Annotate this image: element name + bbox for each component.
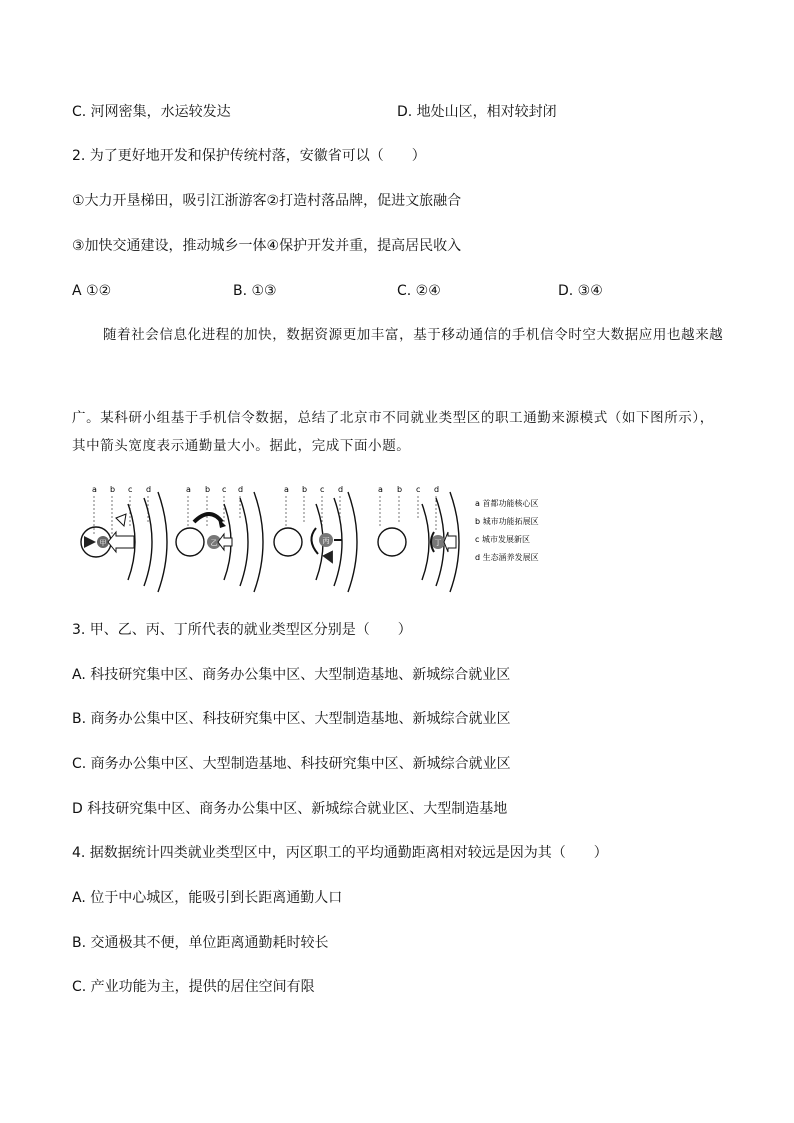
material-line-3: 其中箭头宽度表示通勤量大小。据此，完成下面小题。 xyxy=(72,438,411,454)
ring-label-d: d xyxy=(146,485,152,494)
ring-label-b: b xyxy=(110,485,116,494)
q2-statement-2: ③加快交通建设，推动城乡一体④保护开发并重，提高居民收入 xyxy=(72,238,462,254)
ring-label-b: b xyxy=(397,485,403,494)
q3-option-a: A. 科技研究集中区、商务办公集中区、大型制造基地、新城综合就业区 xyxy=(72,667,511,683)
q2-option-a: A ①② xyxy=(72,283,112,299)
ring-label-a: a xyxy=(186,485,191,494)
ring-label-a: a xyxy=(378,485,383,494)
ring-label-a: a xyxy=(92,485,97,494)
q2-option-b: B. ①③ xyxy=(233,283,277,299)
center-yi: 乙 xyxy=(210,539,218,547)
q3-option-b: B. 商务办公集中区、科技研究集中区、大型制造基地、新城综合就业区 xyxy=(72,711,511,727)
legend xyxy=(475,498,539,562)
panel-ding xyxy=(378,485,459,592)
ring-label-b: b xyxy=(205,485,211,494)
q3-option-d: D 科技研究集中区、商务办公集中区、新城综合就业区、大型制造基地 xyxy=(72,801,508,817)
ring-label-c: c xyxy=(222,485,227,494)
q1-option-c: C. 河网密集，水运较发达 xyxy=(72,104,231,120)
ring-label-a: a xyxy=(284,485,289,494)
q2-option-d: D. ③④ xyxy=(558,283,603,299)
panel-jia xyxy=(81,485,167,592)
material-line-1: 随着社会信息化进程的加快，数据资源更加丰富，基于移动通信的手机信令时空大数据应用也越来越 xyxy=(103,327,724,343)
q4-option-c: C. 产业功能为主，提供的居住空间有限 xyxy=(72,979,315,995)
q3-stem: 3. 甲、乙、丙、丁所代表的就业类型区分别是（ ） xyxy=(72,622,412,638)
legend-a: a 首都功能核心区 xyxy=(475,499,539,508)
material-line-2: 广。某科研小组基于手机信令数据，总结了北京市不同就业类型区的职工通勤来源模式（如下图所示）， xyxy=(72,410,714,426)
q2-stem: 2. 为了更好地开发和保护传统村落，安徽省可以（ ） xyxy=(72,148,426,164)
center-ding: 丁 xyxy=(434,539,442,547)
q1-option-d: D. 地处山区，相对较封闭 xyxy=(397,104,557,120)
ring-label-d: d xyxy=(238,485,244,494)
ring-label-c: c xyxy=(128,485,133,494)
q2-option-c: C. ②④ xyxy=(397,283,441,299)
legend-b: b 城市功能拓展区 xyxy=(475,517,539,526)
panel-bing xyxy=(274,485,357,592)
q2-statement-1: ①大力开垦梯田，吸引江浙游客②打造村落品牌，促进文旅融合 xyxy=(72,193,462,209)
q3-option-c: C. 商务办公集中区、大型制造基地、科技研究集中区、新城综合就业区 xyxy=(72,756,511,772)
legend-d: d 生态涵养发展区 xyxy=(475,553,539,562)
ring-label-b: b xyxy=(302,485,308,494)
q4-option-b: B. 交通极其不便，单位距离通勤耗时较长 xyxy=(72,935,329,951)
commute-pattern-diagram xyxy=(72,478,572,594)
ring-label-c: c xyxy=(416,485,421,494)
ring-label-c: c xyxy=(320,485,325,494)
ring-label-d: d xyxy=(338,485,344,494)
ring-label-d: d xyxy=(434,485,440,494)
center-jia: 甲 xyxy=(99,539,107,547)
legend-c: c 城市发展新区 xyxy=(475,535,530,544)
center-bing: 丙 xyxy=(322,537,330,545)
q4-stem: 4. 据数据统计四类就业类型区中，丙区职工的平均通勤距离相对较远是因为其（ ） xyxy=(72,845,608,861)
q4-option-a: A. 位于中心城区，能吸引到长距离通勤人口 xyxy=(72,890,343,906)
panel-yi xyxy=(176,485,263,592)
